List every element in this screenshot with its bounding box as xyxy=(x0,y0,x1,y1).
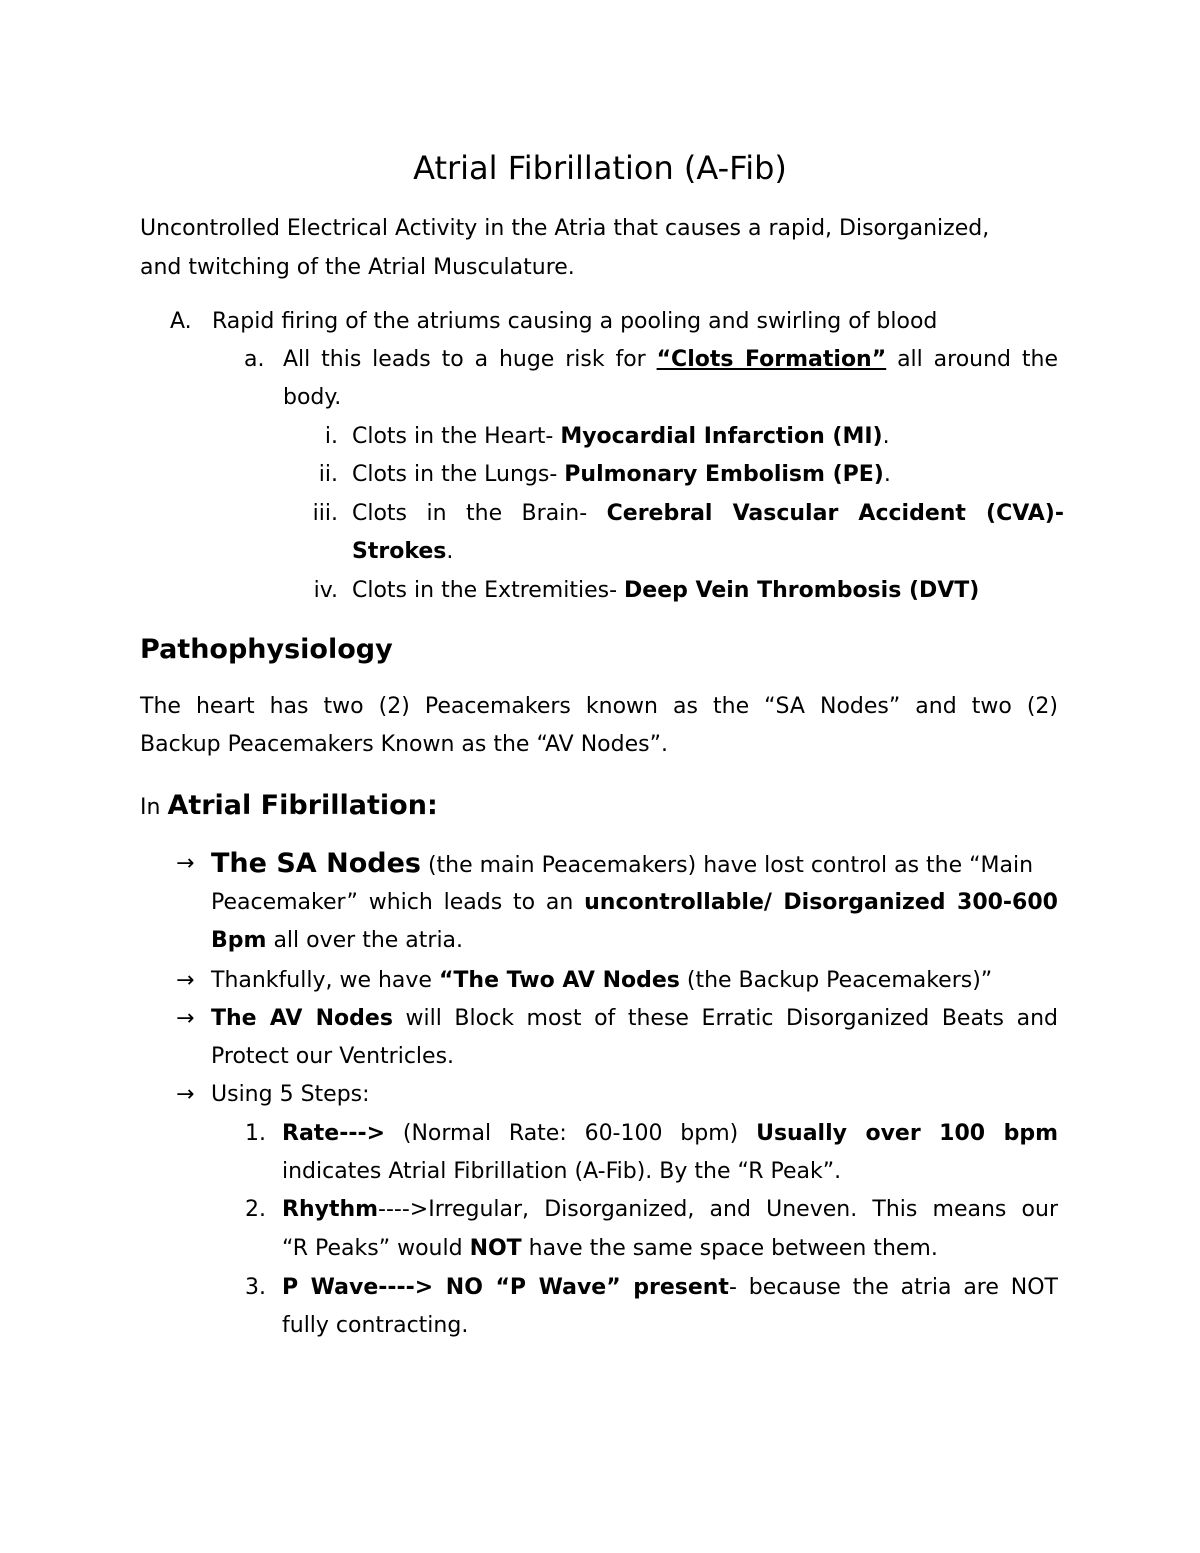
list-item-text: Clots in the Brain- xyxy=(352,501,607,526)
outline-item-a: Rapid firing of the atriums causing a pooling and swirling of blood xyxy=(212,309,938,334)
list-marker-iii: iii. xyxy=(312,501,338,526)
section-heading-in-afib xyxy=(140,788,438,826)
step-text: ---->Irregular, Disorganized, and Uneven. This means our xyxy=(378,1197,1058,1222)
bullet-bold: uncontrollable/ Disorganized 300-600 xyxy=(584,890,1058,915)
bullet-sa-nodes-line-2 xyxy=(211,888,1058,918)
list-item-tail: . xyxy=(883,462,891,487)
step-marker-3: 3. xyxy=(245,1275,266,1300)
step-p-wave-line-2: fully contracting. xyxy=(282,1313,469,1338)
step-text: have the same space between them. xyxy=(521,1236,938,1261)
step-label: Rhythm xyxy=(282,1197,379,1222)
list-item-lung-clots xyxy=(352,460,891,490)
bullet-sa-nodes-line-1 xyxy=(211,846,1033,884)
outline-sub-a-text-tail: all around the xyxy=(897,347,1059,372)
bullet-av-nodes-line-2: Protect our Ventricles. xyxy=(211,1044,455,1069)
step-text: (Normal Rate: 60-100 bpm) xyxy=(385,1121,757,1146)
patho-line-2: Backup Peacemakers Known as the “AV Nodes”. xyxy=(140,732,668,757)
bullet-text: will Block most of these Erratic Disorganized Beats and xyxy=(392,1006,1058,1031)
bullet-two-av-nodes xyxy=(211,966,992,996)
page-title: Atrial Fibrillation (A-Fib) xyxy=(413,149,787,187)
step-p-wave-line-1 xyxy=(282,1273,1058,1303)
sa-nodes-heading: The SA Nodes xyxy=(211,848,421,879)
list-item-brain-clots xyxy=(352,499,1064,529)
bullet-text: all over the atria. xyxy=(266,928,464,953)
patho-line-1: The heart has two (2) Peacemakers known as the “SA Nodes” and two (2) xyxy=(140,694,1058,719)
step-rhythm-line-2 xyxy=(282,1234,938,1264)
bullet-text: Thankfully, we have xyxy=(211,968,439,993)
list-item-tail: . xyxy=(446,539,454,564)
step-bold: Usually over 100 bpm xyxy=(756,1121,1058,1146)
step-text: - because the atria are NOT xyxy=(728,1275,1059,1300)
list-item-brain-clots-cont xyxy=(352,537,453,567)
step-label: Rate---> xyxy=(282,1121,386,1146)
bullet-bold: “The Two AV Nodes xyxy=(438,968,680,993)
arrow-icon: → xyxy=(176,851,195,876)
outline-sub-a-line-1 xyxy=(283,345,1058,375)
outline-marker-a: A. xyxy=(170,309,192,334)
arrow-icon: → xyxy=(176,1082,195,1107)
list-item-bold: Myocardial Infarction (MI) xyxy=(560,424,883,449)
list-item-text: Clots in the Lungs- xyxy=(352,462,565,487)
bullet-text: Peacemaker” which leads to an xyxy=(211,890,585,915)
step-bold: NOT xyxy=(469,1236,522,1261)
step-bold: ----> NO “P Wave” present xyxy=(378,1275,729,1300)
in-afib-heading: Atrial Fibrillation xyxy=(167,790,427,821)
in-afib-prefix: In xyxy=(140,795,161,820)
clots-formation-highlight: “Clots Formation” xyxy=(656,347,887,372)
bullet-bold: The AV Nodes xyxy=(211,1006,393,1031)
step-rhythm-line-1 xyxy=(282,1195,1058,1225)
outline-sub-a-line-2: body. xyxy=(283,385,342,410)
bullet-sa-nodes-line-3 xyxy=(211,926,463,956)
intro-line-1: Uncontrolled Electrical Activity in the Atria that causes a rapid, Disorganized, xyxy=(140,216,990,241)
list-item-bold: Pulmonary Embolism (PE) xyxy=(564,462,884,487)
bullet-bold: Bpm xyxy=(211,928,267,953)
list-item-text: Clots in the Extremities- xyxy=(352,578,625,603)
list-item-extremity-clots xyxy=(352,576,979,606)
bullet-using-steps: Using 5 Steps: xyxy=(211,1082,370,1107)
list-item-heart-clots xyxy=(352,422,890,452)
list-item-bold: Strokes xyxy=(352,539,447,564)
list-item-bold: Deep Vein Thrombosis (DVT) xyxy=(624,578,980,603)
step-rate-line-2: indicates Atrial Fibrillation (A-Fib). By the “R Peak”. xyxy=(282,1159,842,1184)
arrow-icon: → xyxy=(176,1006,195,1031)
outline-marker-sub-a: a. xyxy=(244,347,265,372)
list-item-text: Clots in the Heart- xyxy=(352,424,561,449)
intro-line-2: and twitching of the Atrial Musculature. xyxy=(140,255,575,280)
list-item-tail: . xyxy=(882,424,890,449)
in-afib-colon: : xyxy=(426,790,438,821)
step-rate-line-1 xyxy=(282,1119,1058,1149)
list-marker-iv: iv. xyxy=(313,578,338,603)
bullet-text: (the Backup Peacemakers)” xyxy=(679,968,993,993)
step-marker-2: 2. xyxy=(245,1197,266,1222)
step-marker-1: 1. xyxy=(245,1121,266,1146)
list-marker-i: i. xyxy=(324,424,338,449)
list-item-bold: Cerebral Vascular Accident (CVA)- xyxy=(606,501,1064,526)
step-label: P Wave xyxy=(282,1275,379,1300)
bullet-av-nodes-line-1 xyxy=(211,1004,1058,1034)
outline-sub-a-text: All this leads to a huge risk for xyxy=(283,347,646,372)
list-marker-ii: ii. xyxy=(318,462,338,487)
step-text: “R Peaks” would xyxy=(282,1236,470,1261)
section-heading-pathophysiology: Pathophysiology xyxy=(140,634,393,665)
bullet-text: (the main Peacemakers) have lost control as the “Main xyxy=(420,853,1034,878)
arrow-icon: → xyxy=(176,968,195,993)
